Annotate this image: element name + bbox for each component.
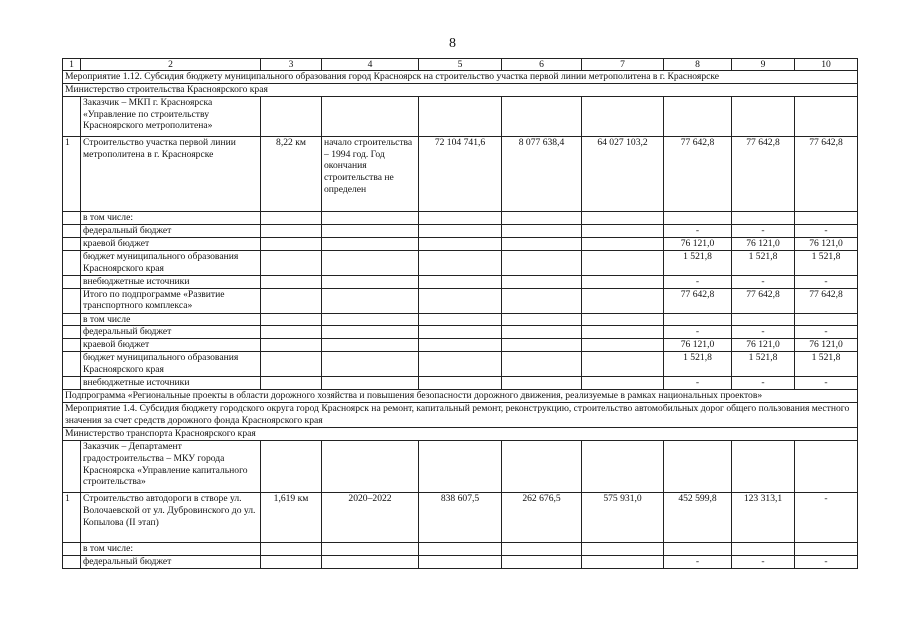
amount-c9 [732, 211, 795, 224]
table-body [63, 59, 858, 569]
empty-cell [419, 224, 502, 237]
empty-cell [502, 237, 582, 250]
empty-cell [322, 440, 419, 492]
subprogram-title: Подпрограмма «Региональные проекты в области дорожного хозяйства и повышения безопасности дорожного движения, реализуемые в рамках национальных проектов» [63, 390, 858, 403]
empty-cell [63, 377, 81, 390]
empty-cell [582, 555, 664, 568]
empty-cell [582, 211, 664, 224]
budget-table [62, 58, 858, 569]
empty-cell [322, 339, 419, 352]
amount-c10: 76 121,0 [795, 339, 858, 352]
empty-cell [261, 288, 322, 313]
budget-label: краевой бюджет [81, 339, 261, 352]
amount-c9: - [732, 326, 795, 339]
empty-cell [502, 339, 582, 352]
empty-cell [419, 339, 502, 352]
amount-c9: 77 642,8 [732, 136, 795, 211]
amount-c10: - [795, 326, 858, 339]
budget-label: бюджет муниципального образования Красноярского края [81, 352, 261, 377]
empty-cell [502, 275, 582, 288]
empty-cell [322, 96, 419, 136]
ministry-label [63, 84, 858, 97]
empty-cell [322, 326, 419, 339]
empty-cell [502, 440, 582, 492]
customer-row [63, 96, 858, 136]
empty-cell [502, 96, 582, 136]
empty-cell [63, 224, 81, 237]
empty-cell [63, 96, 81, 136]
empty-cell [261, 352, 322, 377]
empty-cell [664, 96, 732, 136]
amount-c5: 838 607,5 [419, 492, 502, 542]
empty-cell [63, 313, 81, 326]
empty-cell [261, 237, 322, 250]
empty-cell [261, 440, 322, 492]
empty-cell [419, 440, 502, 492]
amount-c8: 76 121,0 [664, 237, 732, 250]
empty-cell [261, 339, 322, 352]
empty-cell [261, 555, 322, 568]
empty-cell [322, 352, 419, 377]
amount-c10: - [795, 492, 858, 542]
budget-row [63, 275, 858, 288]
empty-cell [582, 275, 664, 288]
empty-cell [582, 250, 664, 275]
amount-c10: 77 642,8 [795, 136, 858, 211]
object-row [63, 136, 858, 211]
budget-row [63, 555, 858, 568]
empty-cell [582, 224, 664, 237]
budget-label: внебюджетные источники [81, 275, 261, 288]
budget-row [63, 224, 858, 237]
amount-c10: - [795, 555, 858, 568]
empty-cell [582, 237, 664, 250]
object-name: Строительство автодороги в створе ул. Волочаевской от ул. Дубровинского до ул. Копылова (II этап) [81, 492, 261, 542]
column-header: 8 [664, 59, 732, 71]
empty-cell [664, 440, 732, 492]
amount-c9: 1 521,8 [732, 250, 795, 275]
capacity: 1,619 км [261, 492, 322, 542]
amount-c8: 77 642,8 [664, 288, 732, 313]
budget-row [63, 288, 858, 313]
empty-cell [63, 250, 81, 275]
amount-c8: - [664, 377, 732, 390]
empty-cell [322, 250, 419, 275]
column-header: 6 [502, 59, 582, 71]
empty-cell [322, 377, 419, 390]
event-title: Мероприятие 1.4. Субсидия бюджету городского округа город Красноярск на ремонт, капитальный ремонт, реконструкцию, строительство автомобильных дорог общего пользования местного значения за счет средств дорожного фонда Красноярского края [63, 403, 858, 428]
empty-cell [732, 96, 795, 136]
amount-c10: - [795, 377, 858, 390]
event-title [63, 71, 858, 84]
column-header: 9 [732, 59, 795, 71]
empty-cell [582, 339, 664, 352]
amount-c9 [732, 313, 795, 326]
column-header: 4 [322, 59, 419, 71]
header-row [63, 59, 858, 71]
empty-cell [261, 96, 322, 136]
empty-cell [63, 555, 81, 568]
period: начало строительства – 1994 год. Год окончания строительства не определен [322, 136, 419, 211]
amount-c8: 76 121,0 [664, 339, 732, 352]
amount-c8 [664, 211, 732, 224]
empty-cell [261, 326, 322, 339]
empty-cell [419, 313, 502, 326]
empty-cell [795, 440, 858, 492]
amount-c8: - [664, 224, 732, 237]
amount-c8: - [664, 326, 732, 339]
budget-label: внебюджетные источники [81, 377, 261, 390]
amount-c9: 76 121,0 [732, 339, 795, 352]
budget-label: федеральный бюджет [81, 326, 261, 339]
event-title [63, 403, 858, 428]
empty-cell [582, 377, 664, 390]
amount-c9: 76 121,0 [732, 237, 795, 250]
empty-cell [322, 237, 419, 250]
amount-c9: - [732, 555, 795, 568]
capacity: 8,22 км [261, 136, 322, 211]
amount-c10 [795, 542, 858, 555]
empty-cell [502, 555, 582, 568]
amount-c10 [795, 313, 858, 326]
empty-cell [322, 288, 419, 313]
empty-cell [63, 211, 81, 224]
budget-label: краевой бюджет [81, 237, 261, 250]
budget-label: бюджет муниципального образования Красноярского края [81, 250, 261, 275]
budget-row [63, 313, 858, 326]
empty-cell [261, 224, 322, 237]
column-header: 2 [81, 59, 261, 71]
row-number: 1 [63, 492, 81, 542]
object-row [63, 492, 858, 542]
amount-c6: 262 676,5 [502, 492, 582, 542]
empty-cell [419, 250, 502, 275]
event-title: Мероприятие 1.12. Субсидия бюджету муниципального образования город Красноярск на строительство участка первой линии метрополитена в г. Красноярске [63, 71, 858, 84]
amount-c8: 1 521,8 [664, 250, 732, 275]
empty-cell [419, 326, 502, 339]
period: 2020–2022 [322, 492, 419, 542]
empty-cell [63, 339, 81, 352]
empty-cell [419, 211, 502, 224]
budget-row [63, 339, 858, 352]
empty-cell [322, 224, 419, 237]
empty-cell [732, 440, 795, 492]
empty-cell [261, 211, 322, 224]
empty-cell [261, 313, 322, 326]
empty-cell [419, 275, 502, 288]
budget-row [63, 377, 858, 390]
empty-cell [419, 377, 502, 390]
empty-cell [419, 352, 502, 377]
empty-cell [502, 211, 582, 224]
budget-label: Итого по подпрограмме «Развитие транспортного комплекса» [81, 288, 261, 313]
empty-cell [502, 542, 582, 555]
empty-cell [795, 96, 858, 136]
amount-c6: 8 077 638,4 [502, 136, 582, 211]
budget-label: в том числе: [81, 211, 261, 224]
ministry-label [63, 428, 858, 441]
budget-row [63, 352, 858, 377]
empty-cell [502, 288, 582, 313]
empty-cell [419, 542, 502, 555]
empty-cell [502, 352, 582, 377]
budget-label: в том числе [81, 313, 261, 326]
amount-c8: - [664, 555, 732, 568]
budget-row [63, 542, 858, 555]
customer-label: Заказчик – МКП г. Красноярска «Управление по строительству Красноярского метрополитена» [81, 96, 261, 136]
column-header: 10 [795, 59, 858, 71]
amount-c9: 77 642,8 [732, 288, 795, 313]
amount-c9: 123 313,1 [732, 492, 795, 542]
empty-cell [322, 542, 419, 555]
empty-cell [63, 352, 81, 377]
amount-c10: 1 521,8 [795, 352, 858, 377]
empty-cell [582, 313, 664, 326]
empty-cell [582, 288, 664, 313]
amount-c8 [664, 542, 732, 555]
empty-cell [261, 542, 322, 555]
empty-cell [63, 326, 81, 339]
empty-cell [261, 275, 322, 288]
column-header: 5 [419, 59, 502, 71]
budget-row [63, 237, 858, 250]
empty-cell [582, 352, 664, 377]
empty-cell [502, 224, 582, 237]
amount-c5: 72 104 741,6 [419, 136, 502, 211]
budget-row [63, 250, 858, 275]
amount-c10: - [795, 224, 858, 237]
amount-c8: 77 642,8 [664, 136, 732, 211]
budget-label: федеральный бюджет [81, 555, 261, 568]
amount-c10: 76 121,0 [795, 237, 858, 250]
budget-label: федеральный бюджет [81, 224, 261, 237]
column-header: 3 [261, 59, 322, 71]
empty-cell [582, 542, 664, 555]
empty-cell [502, 377, 582, 390]
empty-cell [582, 96, 664, 136]
amount-c10: - [795, 275, 858, 288]
amount-c10: 77 642,8 [795, 288, 858, 313]
amount-c9: - [732, 275, 795, 288]
empty-cell [63, 237, 81, 250]
amount-c9: - [732, 224, 795, 237]
page-number: 8 [449, 36, 456, 51]
amount-c8: 452 599,8 [664, 492, 732, 542]
empty-cell [419, 237, 502, 250]
amount-c7: 64 027 103,2 [582, 136, 664, 211]
column-header: 1 [63, 59, 81, 71]
empty-cell [419, 288, 502, 313]
row-number: 1 [63, 136, 81, 211]
empty-cell [63, 542, 81, 555]
empty-cell [582, 326, 664, 339]
empty-cell [322, 555, 419, 568]
empty-cell [63, 275, 81, 288]
empty-cell [261, 250, 322, 275]
amount-c8: - [664, 275, 732, 288]
amount-c8 [664, 313, 732, 326]
amount-c8: 1 521,8 [664, 352, 732, 377]
empty-cell [261, 377, 322, 390]
empty-cell [322, 275, 419, 288]
empty-cell [502, 313, 582, 326]
empty-cell [419, 96, 502, 136]
empty-cell [582, 440, 664, 492]
ministry-label: Министерство транспорта Красноярского края [63, 428, 858, 441]
empty-cell [502, 326, 582, 339]
customer-label: Заказчик – Департамент градостроительства – МКУ города Красноярска «Управление капитального строительства» [81, 440, 261, 492]
amount-c9: - [732, 377, 795, 390]
budget-row [63, 211, 858, 224]
empty-cell [63, 288, 81, 313]
empty-cell [322, 211, 419, 224]
budget-row [63, 326, 858, 339]
budget-label: в том числе: [81, 542, 261, 555]
ministry-label: Министерство строительства Красноярского края [63, 84, 858, 97]
object-name: Строительство участка первой линии метрополитена в г. Красноярске [81, 136, 261, 211]
amount-c9 [732, 542, 795, 555]
amount-c10 [795, 211, 858, 224]
customer-row [63, 440, 858, 492]
amount-c10: 1 521,8 [795, 250, 858, 275]
empty-cell [502, 250, 582, 275]
empty-cell [322, 313, 419, 326]
amount-c9: 1 521,8 [732, 352, 795, 377]
subprogram-title [63, 390, 858, 403]
empty-cell [63, 440, 81, 492]
amount-c7: 575 931,0 [582, 492, 664, 542]
empty-cell [419, 555, 502, 568]
column-header: 7 [582, 59, 664, 71]
